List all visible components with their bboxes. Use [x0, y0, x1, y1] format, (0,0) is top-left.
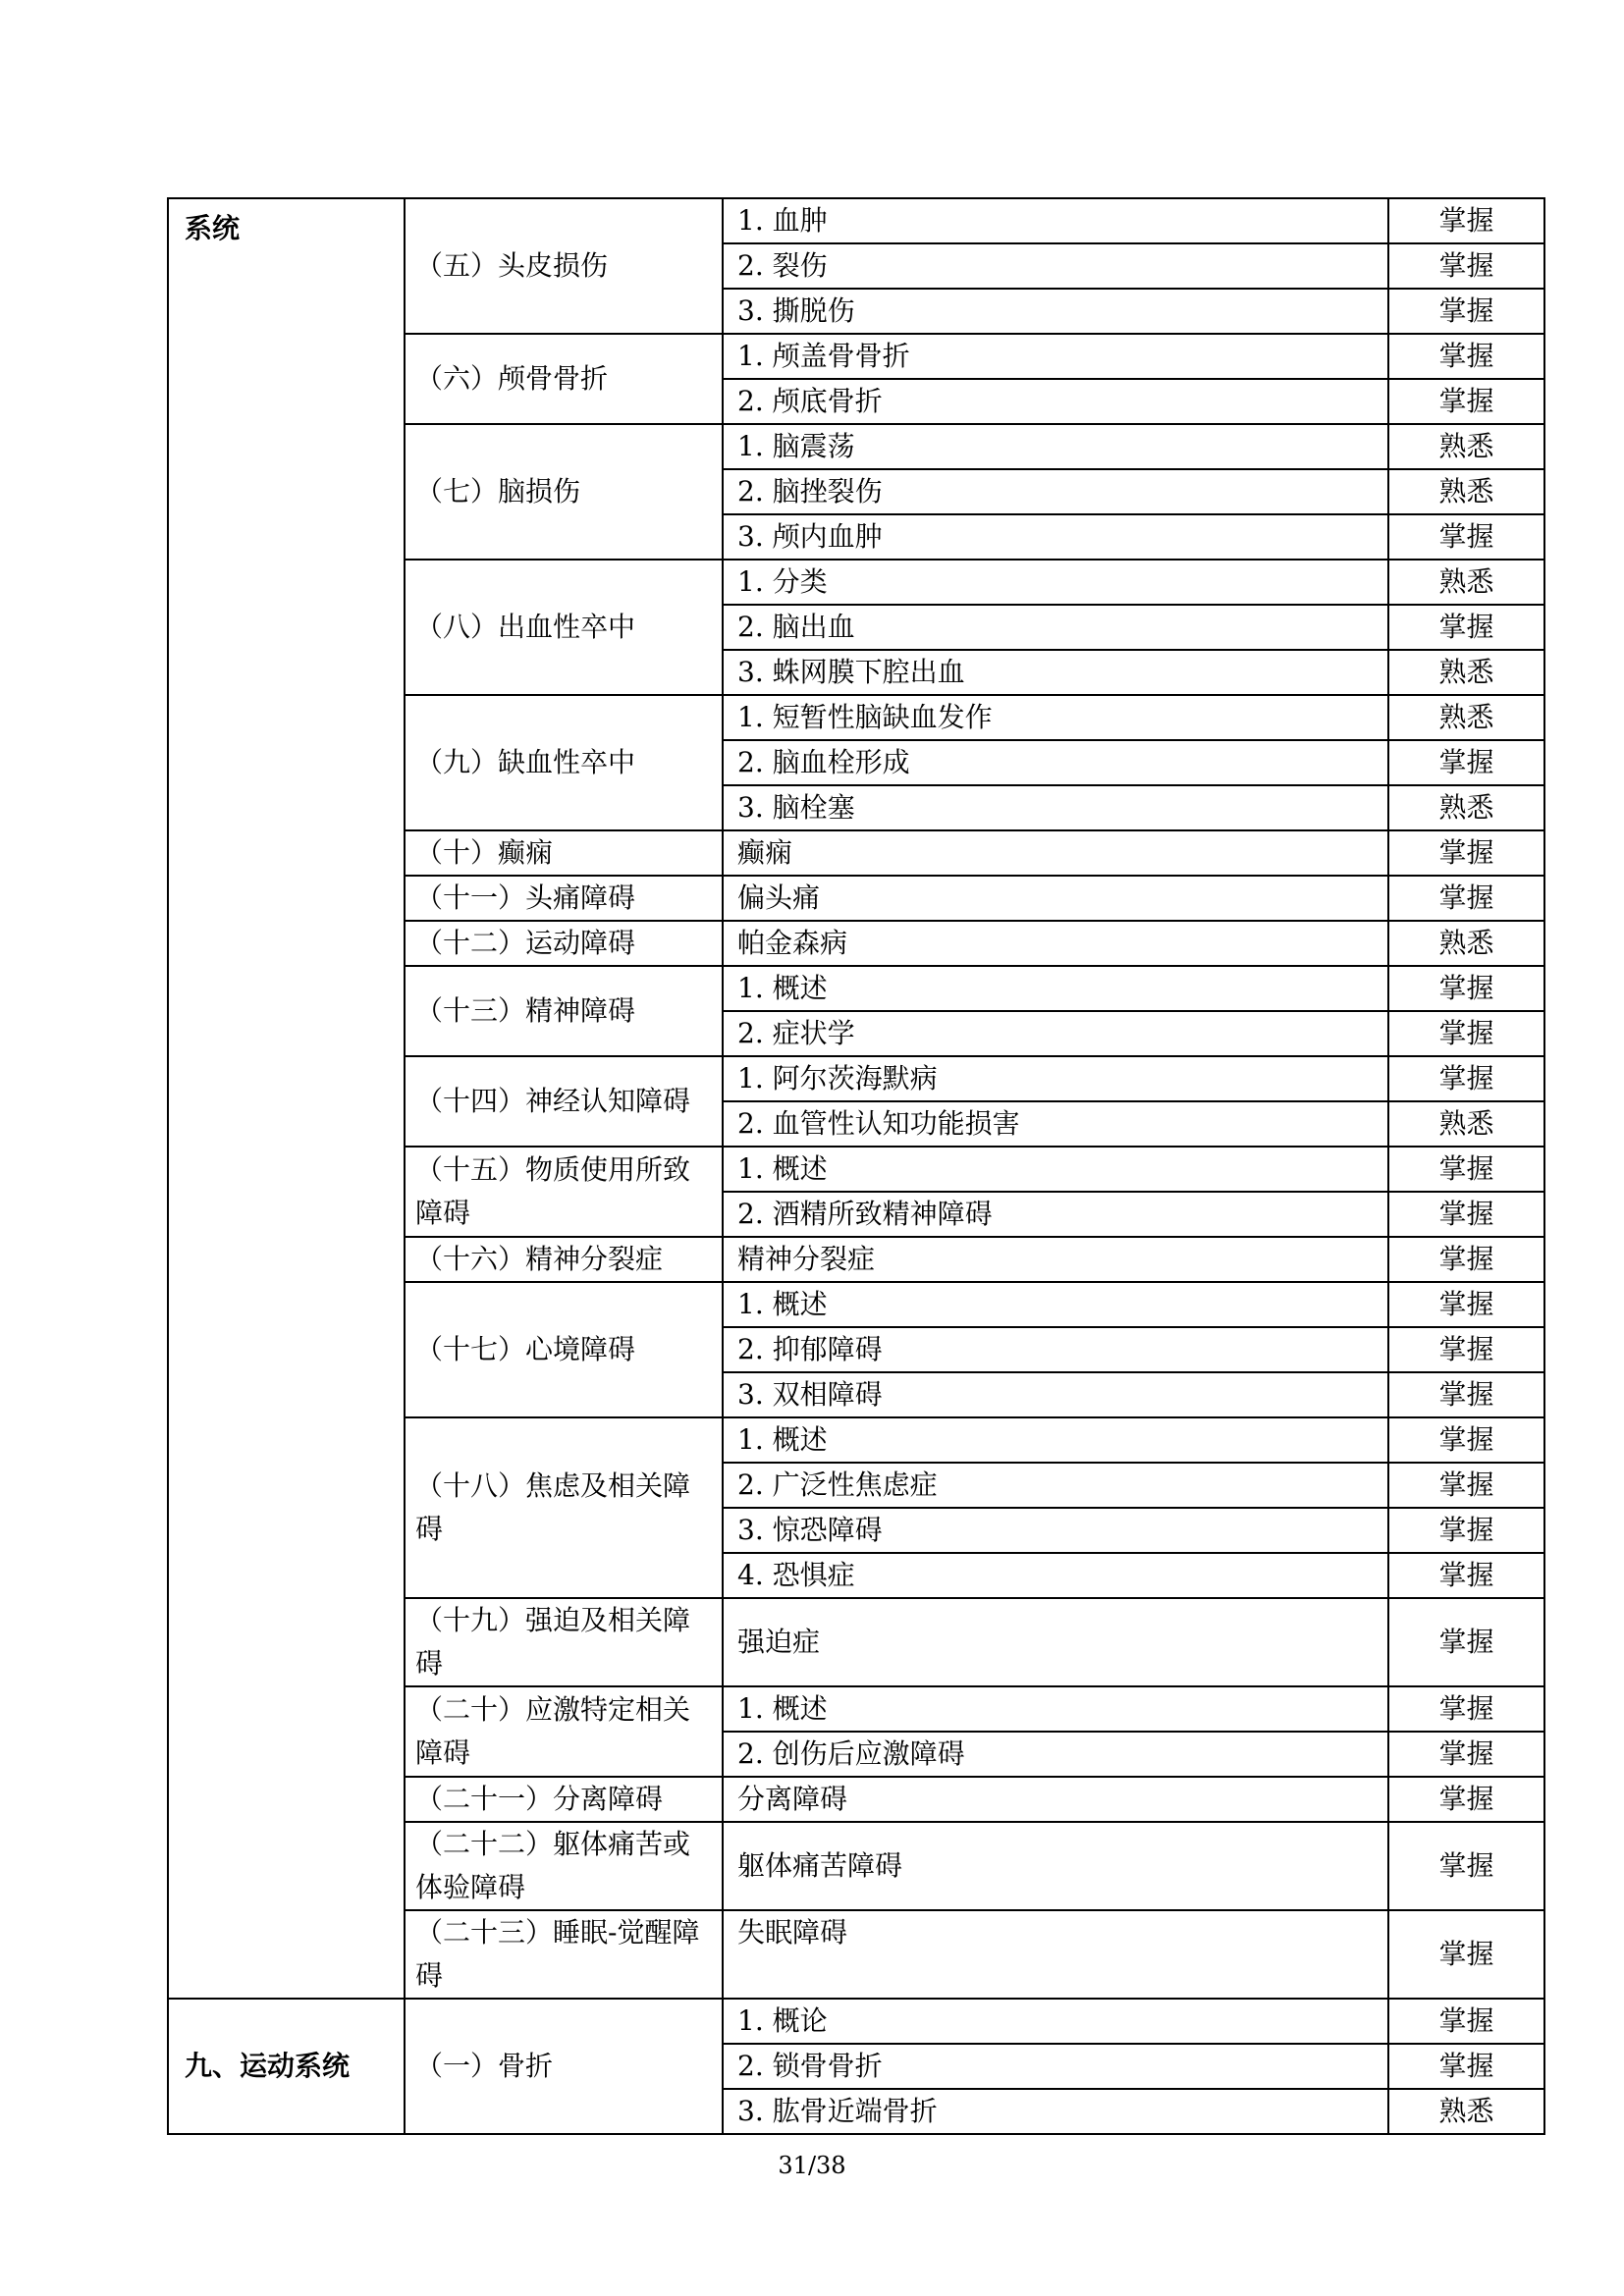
item-cell: 1. 概论: [723, 1999, 1388, 2044]
level-cell: 熟悉: [1388, 560, 1544, 605]
topic-cell: （十四）神经认知障碍: [405, 1056, 723, 1147]
level-cell: 掌握: [1388, 1463, 1544, 1508]
item-cell: 3. 蛛网膜下腔出血: [723, 650, 1388, 695]
topic-cell: （十一）头痛障碍: [405, 876, 723, 921]
item-cell: 分离障碍: [723, 1777, 1388, 1822]
topic-cell: （二十）应激特定相关障碍: [405, 1686, 723, 1777]
level-cell: 掌握: [1388, 1686, 1544, 1732]
topic-cell: （二十二）躯体痛苦或体验障碍: [405, 1822, 723, 1910]
level-cell: 掌握: [1388, 1011, 1544, 1056]
level-cell: 熟悉: [1388, 695, 1544, 740]
level-cell: 掌握: [1388, 243, 1544, 289]
item-cell: 3. 脑栓塞: [723, 785, 1388, 830]
item-cell: 失眠障碍: [723, 1910, 1388, 1999]
level-cell: 掌握: [1388, 605, 1544, 650]
topic-cell: （二十一）分离障碍: [405, 1777, 723, 1822]
topic-cell: （十三）精神障碍: [405, 966, 723, 1056]
level-cell: 掌握: [1388, 876, 1544, 921]
level-cell: 熟悉: [1388, 650, 1544, 695]
topic-cell: （十八）焦虑及相关障碍: [405, 1417, 723, 1598]
level-cell: 掌握: [1388, 198, 1544, 243]
section-title: 九、运动系统: [168, 1999, 405, 2134]
item-cell: 2. 颅底骨折: [723, 379, 1388, 424]
section-title: 系统: [168, 198, 405, 1999]
item-cell: 3. 惊恐障碍: [723, 1508, 1388, 1553]
item-cell: 3. 双相障碍: [723, 1372, 1388, 1417]
level-cell: 掌握: [1388, 1822, 1544, 1910]
level-cell: 熟悉: [1388, 2089, 1544, 2134]
level-cell: 熟悉: [1388, 469, 1544, 514]
item-cell: 2. 酒精所致精神障碍: [723, 1192, 1388, 1237]
table-row: [168, 1999, 1544, 2044]
topic-cell: （十九）强迫及相关障碍: [405, 1598, 723, 1686]
item-cell: 3. 撕脱伤: [723, 289, 1388, 334]
item-cell: 2. 脑血栓形成: [723, 740, 1388, 785]
level-cell: 熟悉: [1388, 921, 1544, 966]
level-cell: 掌握: [1388, 1777, 1544, 1822]
item-cell: 2. 锁骨骨折: [723, 2044, 1388, 2089]
item-cell: 2. 创伤后应激障碍: [723, 1732, 1388, 1777]
level-cell: 掌握: [1388, 1056, 1544, 1101]
item-cell: 躯体痛苦障碍: [723, 1822, 1388, 1910]
item-cell: 1. 概述: [723, 1417, 1388, 1463]
level-cell: 掌握: [1388, 1598, 1544, 1686]
item-cell: 3. 肱骨近端骨折: [723, 2089, 1388, 2134]
level-cell: 掌握: [1388, 830, 1544, 876]
level-cell: 掌握: [1388, 1282, 1544, 1327]
level-cell: 掌握: [1388, 740, 1544, 785]
item-cell: 1. 分类: [723, 560, 1388, 605]
topic-cell: （八）出血性卒中: [405, 560, 723, 695]
level-cell: 掌握: [1388, 1732, 1544, 1777]
level-cell: 掌握: [1388, 514, 1544, 560]
topic-cell: （十二）运动障碍: [405, 921, 723, 966]
table-row: [168, 198, 1544, 243]
topic-cell: （十七）心境障碍: [405, 1282, 723, 1417]
topic-cell: （七）脑损伤: [405, 424, 723, 560]
item-cell: 强迫症: [723, 1598, 1388, 1686]
page-number: 31/38: [778, 2152, 846, 2179]
topic-cell: （二十三）睡眠-觉醒障碍: [405, 1910, 723, 1999]
topic-cell: （九）缺血性卒中: [405, 695, 723, 830]
level-cell: 掌握: [1388, 1553, 1544, 1598]
item-cell: 2. 症状学: [723, 1011, 1388, 1056]
item-cell: 1. 阿尔茨海默病: [723, 1056, 1388, 1101]
level-cell: 掌握: [1388, 2044, 1544, 2089]
item-cell: 精神分裂症: [723, 1237, 1388, 1282]
item-cell: 帕金森病: [723, 921, 1388, 966]
topic-cell: （五）头皮损伤: [405, 198, 723, 334]
topic-cell: （十五）物质使用所致障碍: [405, 1147, 723, 1237]
level-cell: 掌握: [1388, 289, 1544, 334]
level-cell: 掌握: [1388, 1372, 1544, 1417]
topic-cell: （六）颅骨骨折: [405, 334, 723, 424]
level-cell: 熟悉: [1388, 424, 1544, 469]
item-cell: 2. 脑挫裂伤: [723, 469, 1388, 514]
level-cell: 掌握: [1388, 1999, 1544, 2044]
level-cell: 掌握: [1388, 1237, 1544, 1282]
item-cell: 1. 概述: [723, 1282, 1388, 1327]
item-cell: 1. 概述: [723, 1147, 1388, 1192]
item-cell: 1. 概述: [723, 1686, 1388, 1732]
item-cell: 1. 概述: [723, 966, 1388, 1011]
level-cell: 掌握: [1388, 1508, 1544, 1553]
item-cell: 癫痫: [723, 830, 1388, 876]
topic-cell: （一）骨折: [405, 1999, 723, 2134]
level-cell: 掌握: [1388, 334, 1544, 379]
item-cell: 1. 血肿: [723, 198, 1388, 243]
item-cell: 1. 短暂性脑缺血发作: [723, 695, 1388, 740]
item-cell: 2. 脑出血: [723, 605, 1388, 650]
syllabus-table: [167, 197, 1545, 2135]
item-cell: 2. 血管性认知功能损害: [723, 1101, 1388, 1147]
level-cell: 熟悉: [1388, 785, 1544, 830]
item-cell: 2. 广泛性焦虑症: [723, 1463, 1388, 1508]
level-cell: 熟悉: [1388, 1101, 1544, 1147]
level-cell: 掌握: [1388, 966, 1544, 1011]
topic-cell: （十）癫痫: [405, 830, 723, 876]
level-cell: 掌握: [1388, 1192, 1544, 1237]
level-cell: 掌握: [1388, 1417, 1544, 1463]
level-cell: 掌握: [1388, 379, 1544, 424]
item-cell: 1. 脑震荡: [723, 424, 1388, 469]
item-cell: 1. 颅盖骨骨折: [723, 334, 1388, 379]
item-cell: 2. 抑郁障碍: [723, 1327, 1388, 1372]
level-cell: 掌握: [1388, 1147, 1544, 1192]
level-cell: 掌握: [1388, 1327, 1544, 1372]
item-cell: 3. 颅内血肿: [723, 514, 1388, 560]
item-cell: 偏头痛: [723, 876, 1388, 921]
topic-cell: （十六）精神分裂症: [405, 1237, 723, 1282]
item-cell: 4. 恐惧症: [723, 1553, 1388, 1598]
level-cell: 掌握: [1388, 1910, 1544, 1999]
item-cell: 2. 裂伤: [723, 243, 1388, 289]
